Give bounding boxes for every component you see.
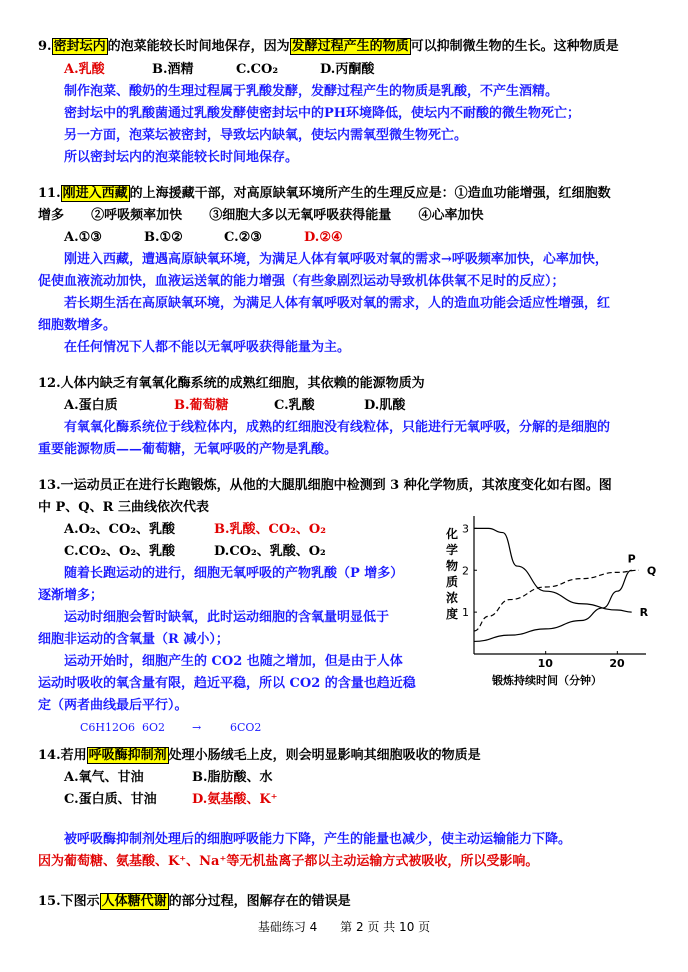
question-12-options: A.蛋白质 B.葡萄糖 C.乳酸 D.肌酸 [64, 398, 406, 413]
question-11-explanation-2: 促使血液流动加快，血液运送氧的能力增强（有些象剧烈运动导致机体供氧不足时的反应）； [38, 274, 565, 289]
question-13-explanation-3: 运动时细胞会暂时缺氧，此时运动细胞的含氧量明显低于 [64, 610, 390, 625]
question-13-options-row-2: C.CO₂、O₂、乳酸 D.CO₂、乳酸、O₂ [64, 544, 326, 559]
question-14-explanation-2: 因为葡萄糖、氨基酸、K⁺、Na⁺等无机盐离子都以主动运输方式被吸收，所以受影响。 [38, 854, 539, 869]
y-tick-label: 3 [462, 522, 469, 536]
series-r-label: R [639, 606, 649, 620]
series-p-line [474, 570, 632, 641]
y-axis-label-char: 物 [446, 559, 459, 573]
question-11-options: A.①③ B.①② C.②③ D.②④ [64, 230, 343, 245]
question-11-explanation-3: 若长期生活在高原缺氧环境，为满足人体有氧呼吸对氧的需求，人的造血功能会适应性增强，红 [64, 296, 611, 311]
question-11-explanation-1: 刚进入西藏，遭遇高原缺氧环境，为满足人体有氧呼吸对氧的需求→呼吸频率加快，心率加快， [64, 252, 608, 267]
question-13-options-row-1: A.O₂、CO₂、乳酸 B.乳酸、CO₂、O₂ [64, 522, 326, 537]
series-p-label: P [627, 552, 636, 566]
question-11-explanation-4: 细胞数增多。 [38, 318, 117, 333]
y-axis-label-char: 学 [446, 543, 459, 557]
series-r-line [474, 528, 632, 612]
question-14-options-row-2: C.蛋白质、甘油 D.氨基酸、K⁺ [64, 792, 278, 807]
x-tick-label: 10 [537, 657, 553, 670]
question-9-explanation-4: 所以密封坛内的泡菜能较长时间地保存。 [64, 150, 299, 165]
respiration-equation: C6H12O6 6O2 → 6CO2 [80, 721, 262, 734]
x-axis-label: 锻炼持续时间（分钟） [492, 674, 602, 686]
series-q-line [474, 570, 639, 631]
y-tick-label: 2 [462, 564, 469, 578]
question-13-stem-2: 中 P、Q、R 三曲线依次代表 [38, 500, 209, 515]
question-13-explanation-7: 定（两者曲线最后平行）。 [38, 698, 188, 713]
y-axis-label-char: 度 [446, 607, 459, 621]
question-14-explanation-1: 被呼吸酶抑制剂处理后的细胞呼吸能力下降，产生的能量也减少，使主动运输能力下降。 [64, 832, 572, 847]
question-11-explanation-5: 在任何情况下人都不能以无氧呼吸获得能量为主。 [64, 340, 351, 355]
question-13-explanation-5: 运动开始时，细胞产生的 CO2 也随之增加，但是由于人体 [64, 654, 403, 669]
question-11-stem-1: 11. 刚进入西藏 的上海援藏干部，对高原缺氧环境所产生的生理反应是：①造血功能增强，红细胞数 [38, 186, 611, 201]
question-12-stem: 12.人体内缺乏有氧氧化酶系统的成熟红细胞，其依赖的能源物质为 [38, 376, 425, 391]
y-axis-label-char: 质 [446, 575, 459, 589]
question-9-explanation-1: 制作泡菜、酸奶的生理过程属于乳酸发酵，发酵过程产生的物质是乳酸，不产生酒精。 [64, 84, 559, 99]
x-tick-label: 20 [609, 657, 625, 670]
y-axis-label-char: 浓 [446, 591, 459, 605]
y-tick-label: 1 [462, 606, 469, 620]
question-9-explanation-3: 另一方面，泡菜坛被密封，导致坛内缺氧，使坛内需氧型微生物死亡。 [64, 128, 468, 143]
concentration-chart [436, 510, 656, 686]
question-12-explanation-2: 重要能源物质——葡萄糖，无氧呼吸的产物是乳酸。 [38, 442, 338, 457]
question-9-options: A.乳酸 B.酒精 C.CO₂ D.丙酮酸 [64, 62, 375, 77]
question-13-explanation-4: 细胞非运动的含氧量（R 减小）； [38, 632, 229, 647]
question-12-explanation-1: 有氧氧化酶系统位于线粒体内，成熟的红细胞没有线粒体，只能进行无氧呼吸，分解的是细胞的 [64, 420, 611, 435]
question-14-stem: 14.若用 呼吸酶抑制剂 处理小肠绒毛上皮，则会明显影响其细胞吸收的物质是 [38, 748, 481, 763]
question-9-explanation-2: 密封坛中的乳酸菌通过乳酸发酵使密封坛中的PH环境降低，使坛内不耐酸的微生物死亡； [64, 106, 581, 121]
y-axis-label-char: 化 [446, 527, 459, 541]
question-13-explanation-6: 运动时吸收的氧含量有限，趋近平稳，所以 CO2 的含量也趋近稳 [38, 676, 416, 691]
series-q-label: Q [646, 564, 656, 578]
question-13-stem-1: 13.一运动员正在进行长跑锻炼，从他的大腿肌细胞中检测到 3 种化学物质，其浓度变化如右图。图 [38, 478, 612, 493]
question-15-stem: 15.下图示 人体糖代谢 的部分过程，图解存在的错误是 [38, 894, 351, 909]
question-13-explanation-1: 随着长跑运动的进行，细胞无氧呼吸的产物乳酸（P 增多） [64, 566, 404, 581]
question-13-explanation-2: 逐渐增多； [38, 588, 104, 603]
question-9-stem: 9. 密封坛内 的泡菜能较长时间地保存，因为 发酵过程产生的物质 可以抑制微生物的生长。这种物质是 [38, 39, 619, 54]
page-footer: 基础练习 4 第 2 页 共 10 页 [257, 920, 431, 934]
question-14-options-row-1: A.氧气、甘油 B.脂肪酸、水 [64, 770, 273, 785]
question-11-stem-2: 增多 ②呼吸频率加快 ③细胞大多以无氧呼吸获得能量 ④心率加快 [38, 208, 484, 223]
